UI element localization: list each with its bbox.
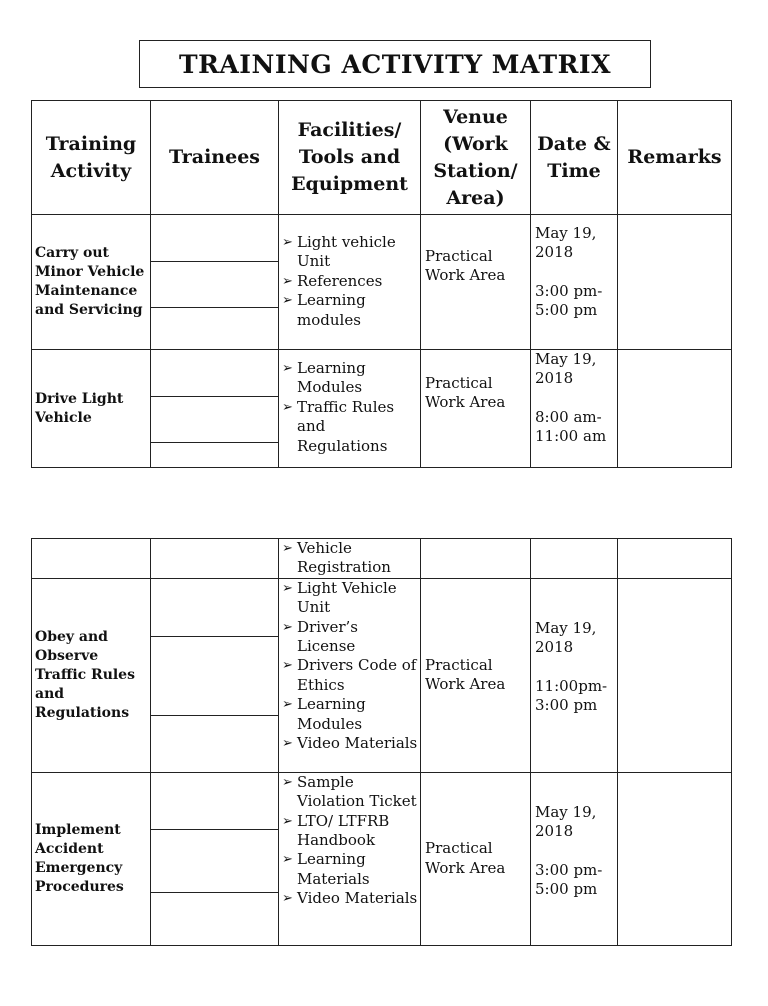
- table-row: [32, 350, 732, 468]
- remarks-cell: [618, 578, 732, 772]
- time-text: 8:00 am-11:00 am: [535, 407, 607, 446]
- facilities-cell: [279, 578, 421, 772]
- training-matrix-table-page2: [31, 538, 732, 946]
- facilities-cell: [279, 350, 421, 468]
- venue-cell: Practical Work Area: [421, 350, 531, 468]
- activity-cell: Carry out Minor Vehicle Maintenance and Servicing: [32, 215, 151, 350]
- activity-cell: Obey and Observe Traffic Rules and Regulations: [32, 578, 151, 772]
- table-row: [32, 539, 732, 579]
- date-time-cell: [531, 578, 618, 772]
- header-date-time: Date & Time: [531, 101, 618, 215]
- list-item: ➢ Light Vehicle Unit: [281, 579, 418, 618]
- facilities-list: [279, 233, 420, 330]
- trainees-cell: [151, 578, 279, 772]
- list-item: ➢ Video Materials: [281, 889, 418, 908]
- facilities-cell: [279, 772, 421, 945]
- header-facilities: Facilities/ Tools and Equipment: [279, 101, 421, 215]
- activity-cell: Drive Light Vehicle: [32, 350, 151, 468]
- facilities-list: [279, 773, 420, 909]
- facilities-cell: [279, 539, 421, 579]
- list-item: ➢ Driver’s License: [281, 618, 418, 657]
- table-row: [32, 215, 732, 350]
- trainees-cell: [151, 772, 279, 945]
- document-title: TRAINING ACTIVITY MATRIX: [139, 40, 651, 88]
- list-item: ➢ LTO/ LTFRB Handbook: [281, 812, 418, 851]
- activity-cell: Implement Accident Emergency Procedures: [32, 772, 151, 945]
- training-matrix-table-page1: [31, 100, 732, 468]
- facilities-list: [279, 539, 420, 578]
- time-text: 11:00pm-3:00 pm: [535, 676, 608, 715]
- list-item: ➢ Learning Modules: [281, 359, 418, 398]
- remarks-cell: [618, 539, 732, 579]
- trainees-cell: [151, 539, 279, 579]
- date-time-cell: [531, 350, 618, 468]
- facilities-cell: [279, 215, 421, 350]
- facilities-list: [279, 359, 420, 456]
- list-item: ➢ Sample Violation Ticket: [281, 773, 418, 812]
- facilities-list: [279, 579, 420, 754]
- date-time-cell: [531, 539, 618, 579]
- venue-cell: Practical Work Area: [421, 578, 531, 772]
- list-item: ➢ Video Materials: [281, 734, 418, 753]
- list-item: ➢ Learning modules: [281, 291, 418, 330]
- header-trainees: Trainees: [151, 101, 279, 215]
- date-text: May 19, 2018: [535, 618, 597, 657]
- remarks-cell: [618, 350, 732, 468]
- header-row: [32, 101, 732, 215]
- venue-cell: Practical Work Area: [421, 215, 531, 350]
- date-time-cell: [531, 772, 618, 945]
- list-item: ➢ Vehicle Registration: [281, 539, 418, 578]
- trainees-cell: [151, 350, 279, 468]
- venue-cell: [421, 539, 531, 579]
- header-training-activity: Training Activity: [32, 101, 151, 215]
- venue-cell: Practical Work Area: [421, 772, 531, 945]
- list-item: ➢ References: [281, 272, 418, 291]
- list-item: ➢ Traffic Rules and Regulations: [281, 398, 418, 456]
- list-item: ➢ Light vehicle Unit: [281, 233, 418, 272]
- remarks-cell: [618, 215, 732, 350]
- date-time-cell: [531, 215, 618, 350]
- table-row: [32, 578, 732, 772]
- list-item: ➢ Learning Materials: [281, 850, 418, 889]
- time-text: 3:00 pm-5:00 pm: [535, 860, 603, 899]
- activity-cell: [32, 539, 151, 579]
- date-text: May 19, 2018: [535, 350, 597, 388]
- header-remarks: Remarks: [618, 101, 732, 215]
- time-text: 3:00 pm-5:00 pm: [535, 281, 603, 320]
- trainees-cell: [151, 215, 279, 350]
- list-item: ➢ Drivers Code of Ethics: [281, 656, 418, 695]
- date-text: May 19, 2018: [535, 224, 597, 262]
- table-row: [32, 772, 732, 945]
- date-text: May 19, 2018: [535, 802, 597, 841]
- header-venue: Venue (Work Station/ Area): [421, 101, 531, 215]
- list-item: ➢ Learning Modules: [281, 695, 418, 734]
- remarks-cell: [618, 772, 732, 945]
